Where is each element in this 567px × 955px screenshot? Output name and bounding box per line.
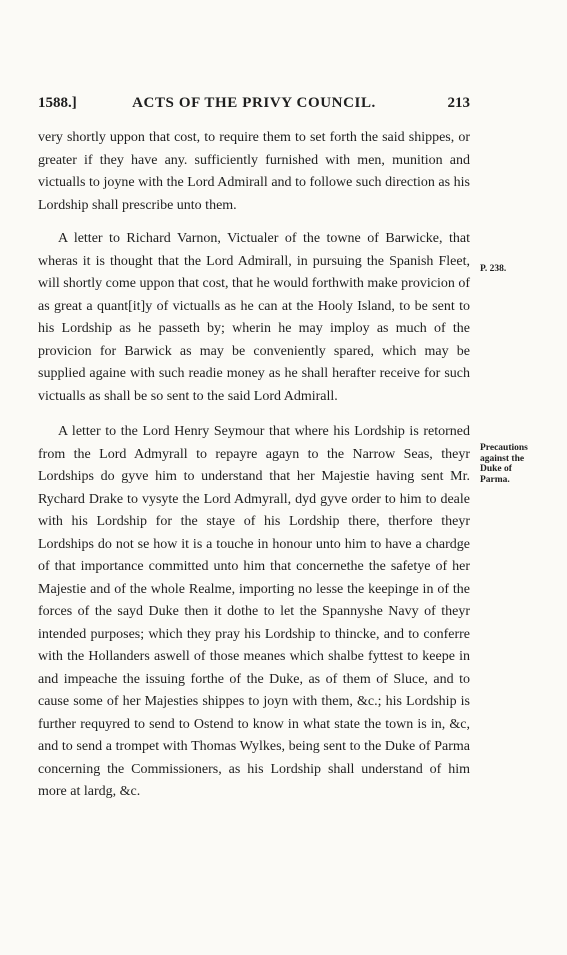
paragraph-seymour-letter: A letter to the Lord Henry Seymour that where his Lordship is retorned from the Lord Admyrall to repayre agayn to the Narrow Seas, theyr Lordships do gyve him to understand that her Majestie having sent Mr. Rychard Drake to vysyte the Lord Admyrall, dyd gyve order to him to deale with his Lordship for the staye of his Lordship there, therfore theyr Lordships do not se how it is a touche in honour unto him to have a chardge of that importance committed unto him that concernethe the safetye of her Majestie and of the whole Realme, importing no lesse the keepinge in of the forces of the sayd Duke then it dothe to let the Spannyshe Navy of theyr intended purposes; which they pray his Lordship to thincke, and to conferre with the Hollanders aswell of those meanes which shalbe fyttest to keepe in and impeache the issuing forthe of the Duke, as of them of Sluce, and to cause some of her Majesties shippes to joyn with them, &c.; his Lordship is further requyred to send to Ostend to know in what state the town is in, &c, and to send a trompet with Thomas Wylkes, being sent to the Duke of Parma concerning the Commissioners, as his Lordship shall understand of him more at lardg, &c.	[38, 424, 470, 799]
running-head-title: ACTS OF THE PRIVY COUNCIL.	[132, 95, 376, 111]
running-head-year: 1588.]	[38, 95, 77, 111]
page-number: 213	[447, 95, 470, 111]
paragraph-varnon-letter: A letter to Richard Varnon, Victualer of the towne of Barwicke, that wheras it is thought that the Lord Admirall, in pursuing the Spanish Fleet, will shortly come uppon that cost, that he would forthwith make provicion of as great a quant[it]y of victualls as he can at the Hooly Island, to be sent to his Lordship as he passeth by; wherin he may imploy as much of the provicion for Barwick as may be conveniently spared, which may be supplied againe with such readie money as he shall herafter receive for such victualls as shall be so sent to the said Lord Admirall.	[38, 231, 470, 404]
margin-note-precautions: Precautions against the Duke of Parma.	[480, 443, 528, 485]
body-text	[38, 127, 470, 804]
running-head	[38, 95, 470, 117]
margin-note-page-ref: P. 238.	[480, 264, 507, 274]
paragraph-continuation: very shortly uppon that cost, to require them to set forth the said shippes, or greater if they have any. sufficiently furnished with men, munition and victualls to joyne with the Lord Admirall and to followe such direction as his Lordship shall prescribe unto them.	[38, 130, 470, 213]
